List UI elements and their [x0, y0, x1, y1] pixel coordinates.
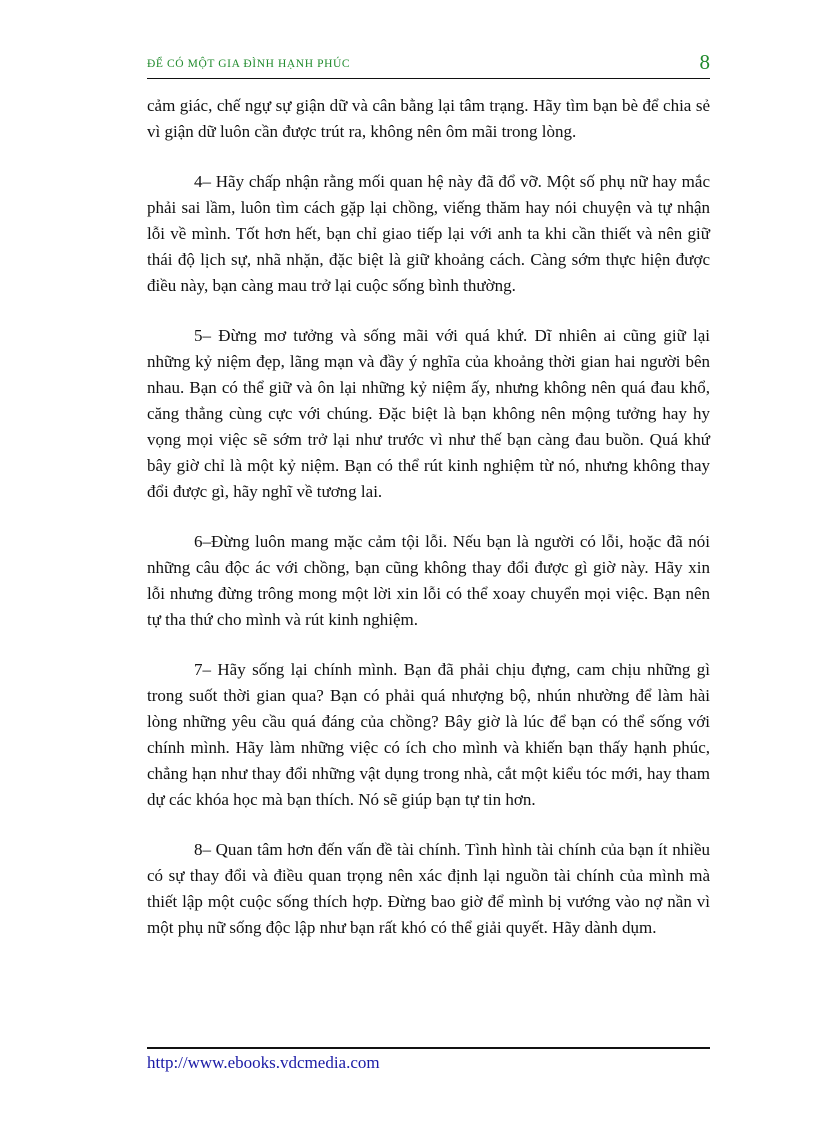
page-footer	[147, 1047, 710, 1073]
paragraph-item-4: 4– Hãy chấp nhận rằng mối quan hệ này đã đổ vỡ. Một số phụ nữ hay mắc phải sai lầm, luôn tìm cách gặp lại chồng, viếng thăm hay nói chuyện và tự nhận lỗi về mình. Tốt hơn hết, bạn chỉ giao tiếp lại với anh ta khi cần thiết và nên giữ thái độ lịch sự, nhã nhặn, đặc biệt là giữ khoảng cách. Càng sớm thực hiện được điều này, bạn càng mau trở lại cuộc sống bình thường.	[147, 172, 710, 295]
footer-url-link[interactable]: http://www.ebooks.vdcmedia.com	[147, 1053, 380, 1072]
page-number: 8	[699, 50, 710, 74]
page-header	[147, 50, 710, 79]
paragraph-item-6: 6–Đừng luôn mang mặc cảm tội lỗi. Nếu bạn là người có lỗi, hoặc đã nói những câu độc ác với chồng, bạn cũng không thay đổi được gì giờ này. Hãy xin lỗi nhưng đừng trông mong một lời xin lỗi có thể xoay chuyển mọi việc. Bạn nên tự tha thứ cho mình và rút kinh nghiệm.	[147, 532, 710, 629]
body-text	[147, 93, 710, 965]
paragraph-continuation: cảm giác, chế ngự sự giận dữ và cân bằng lại tâm trạng. Hãy tìm bạn bè để chia sẻ vì giận dữ luôn cần được trút ra, không nên ôm mãi trong lòng.	[147, 96, 710, 141]
running-title: ĐỂ CÓ MỘT GIA ĐÌNH HẠNH PHÚC	[147, 58, 351, 70]
paragraph-item-7: 7– Hãy sống lại chính mình. Bạn đã phải chịu đựng, cam chịu những gì trong suốt thời gian qua? Bạn có phải quá nhượng bộ, nhún nhường để làm hài lòng những yêu cầu quá đáng của chồng? Bây giờ là lúc để bạn có thể sống với chính mình. Hãy làm những việc có ích cho mình và khiến bạn thấy hạnh phúc, chẳng hạn như thay đổi những vật dụng trong nhà, cắt một kiểu tóc mới, hay tham dự các khóa học mà bạn thích. Nó sẽ giúp bạn tự tin hơn.	[147, 660, 710, 809]
paragraph-item-5: 5– Đừng mơ tưởng và sống mãi với quá khứ. Dĩ nhiên ai cũng giữ lại những kỷ niệm đẹp, lãng mạn và đầy ý nghĩa của khoảng thời gian hai người bên nhau. Bạn có thể giữ và ôn lại những kỷ niệm ấy, nhưng không nên quá đau khổ, căng thẳng cùng cực với chúng. Đặc biệt là bạn không nên mộng tưởng hay hy vọng mọi việc sẽ sớm trở lại như trước vì như thế bạn càng đau buồn. Quá khứ bây giờ chỉ là một kỷ niệm. Bạn có thể rút kinh nghiệm từ nó, nhưng không thay đổi được gì, hãy nghĩ về tương lai.	[147, 326, 710, 501]
paragraph-item-8: 8– Quan tâm hơn đến vấn đề tài chính. Tình hình tài chính của bạn ít nhiều có sự thay đổi và điều quan trọng nên xác định lại nguồn tài chính của mình mà thiết lập một cuộc sống thích hợp. Đừng bao giờ để mình bị vướng vào nợ nần vì một phụ nữ sống độc lập như bạn rất khó có thể giải quyết. Hãy dành dụm.	[147, 840, 710, 937]
